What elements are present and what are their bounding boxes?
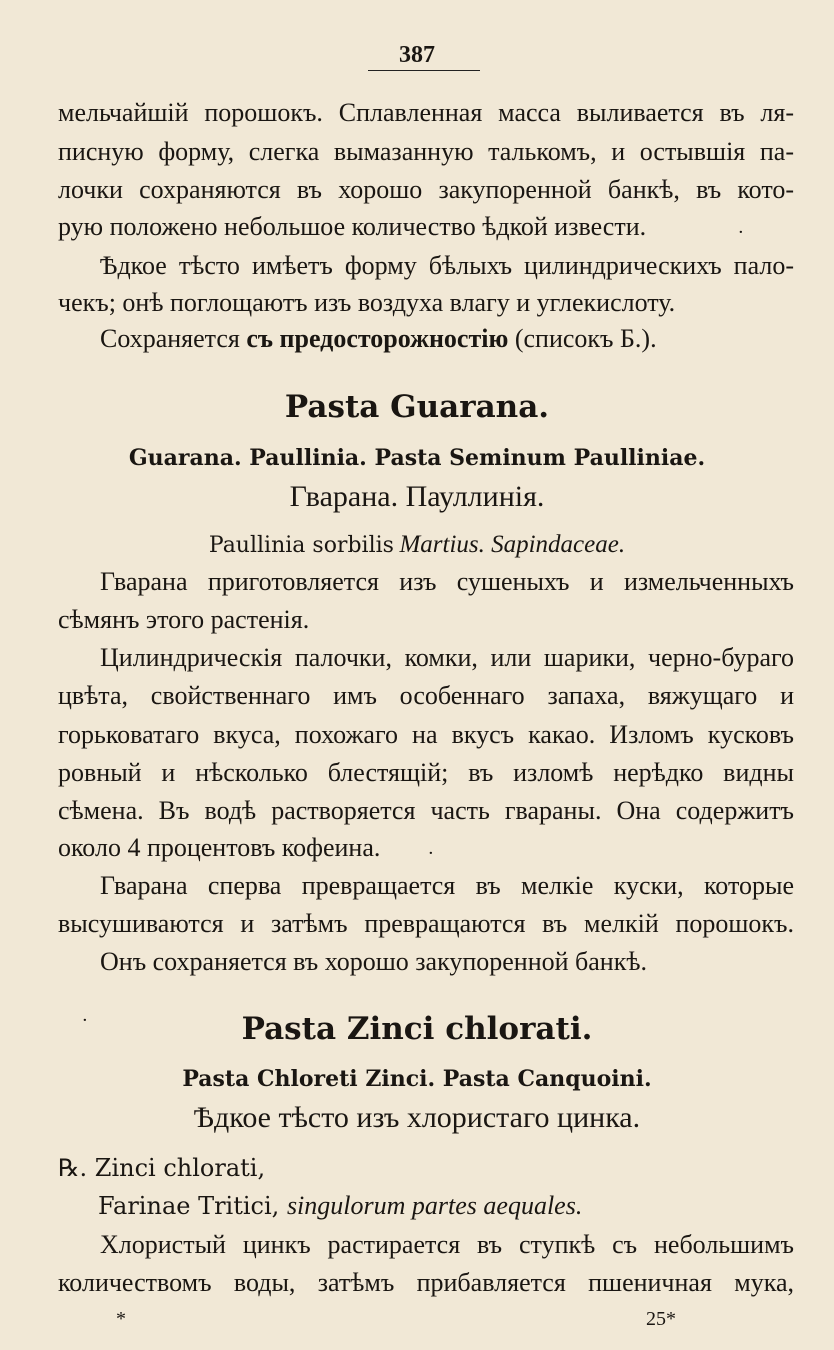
- text-plain: (списокъ Б.).: [508, 324, 657, 353]
- section-russian-title: Ѣдкое тѣсто изъ хлористаго цинка.: [193, 1101, 641, 1134]
- text-bold: съ предосторожностію: [246, 324, 509, 353]
- text-line: Цилиндрическія палочки, комки, или шарики, черно-бураго: [100, 643, 794, 672]
- page-number: 387: [399, 42, 435, 68]
- section-synonyms: Pasta Chloreti Zinci. Pasta Canquoini.: [182, 1066, 652, 1092]
- text-line: мельчайшій порошокъ. Сплавленная масса выливается въ ля-: [58, 98, 794, 127]
- footer-signature-mark: *: [116, 1308, 126, 1330]
- ink-speck: ·: [82, 1010, 88, 1031]
- section-synonyms: Guarana. Paullinia. Pasta Seminum Paulliniae.: [128, 445, 706, 471]
- text-line: Гварана сперва превращается въ мелкіе куски, которые: [100, 871, 794, 900]
- text-line: чекъ; онѣ поглощаютъ изъ воздуха влагу и углекислоту.: [58, 288, 676, 317]
- text-line: горьковатаго вкуса, похожаго на вкусъ какао. Изломъ кусковъ: [58, 720, 794, 749]
- text-line: [100, 324, 794, 354]
- text-line: сѣмянъ этого растенія.: [58, 605, 310, 634]
- text-line: высушиваются и затѣмъ превращаются въ мелкій порошокъ.: [58, 909, 794, 938]
- text-line: лочки сохраняются въ хорошо закупоренной банкѣ, въ кото-: [58, 175, 794, 204]
- text-line: цвѣта, свойственнаго имъ особеннаго запаха, вяжущаго и: [58, 681, 794, 710]
- plant-name: Paullinia sorbilis: [208, 533, 394, 558]
- text-line: рую положено небольшое количество ѣдкой извести.: [58, 212, 647, 241]
- footer-signature: 25*: [646, 1308, 676, 1330]
- plant-name-line: [0, 530, 834, 561]
- section-title: Pasta Zinci chlorati.: [241, 1011, 593, 1047]
- recipe-ingredient: Farinae Tritici,: [98, 1192, 287, 1220]
- text-line: писную форму, слегка вымазанную талькомъ, и остывшія па-: [58, 137, 794, 166]
- text-line: Гварана приготовляется изъ сушеныхъ и измельченныхъ: [100, 567, 794, 596]
- text-line: Хлористый цинкъ растирается въ ступкѣ съ небольшимъ: [100, 1230, 794, 1259]
- ink-speck: ·: [738, 222, 744, 243]
- ink-speck: ·: [428, 843, 434, 864]
- text-line: около 4 процентовъ кофеина.: [58, 833, 381, 862]
- text-line: Ѣдкое тѣсто имѣетъ форму бѣлыхъ цилиндрическихъ пало-: [100, 251, 794, 280]
- section-russian-title: Гварана. Пауллинія.: [289, 480, 545, 513]
- text-plain: Сохраняется: [100, 324, 247, 353]
- plant-author: Martius. Sapindaceae.: [399, 531, 626, 558]
- recipe-quantity: singulorum partes aequales.: [286, 1191, 583, 1220]
- header-rule: [368, 70, 480, 71]
- recipe-line: ℞. Zinci chlorati,: [58, 1154, 266, 1182]
- text-line: Онъ сохраняется въ хорошо закупоренной банкѣ.: [100, 947, 647, 976]
- recipe-line: [98, 1191, 794, 1221]
- text-line: сѣмена. Въ водѣ растворяется часть гвараны. Она содержитъ: [58, 796, 794, 825]
- text-line: ровный и нѣсколько блестящій; въ изломѣ нерѣдко видны: [58, 758, 794, 787]
- text-line: количествомъ воды, затѣмъ прибавляется пшеничная мука,: [58, 1268, 794, 1297]
- section-title: Pasta Guarana.: [284, 389, 550, 425]
